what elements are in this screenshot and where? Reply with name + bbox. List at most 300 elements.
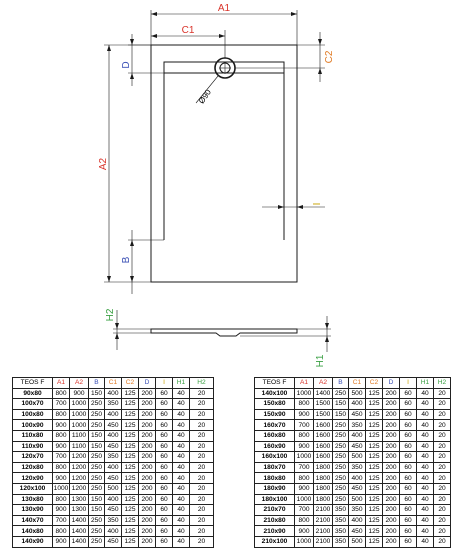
value-cell: 200	[139, 526, 156, 537]
value-cell: 20	[434, 494, 451, 505]
value-cell: 250	[333, 473, 349, 484]
column-header: A1	[53, 378, 70, 389]
value-cell: 800	[53, 462, 70, 473]
value-cell: 1800	[314, 483, 333, 494]
value-cell: 900	[53, 441, 70, 452]
column-header: H1	[173, 378, 190, 389]
value-cell: 40	[173, 505, 190, 516]
label-phi: Ø90	[196, 87, 213, 106]
table-row	[13, 430, 214, 441]
value-cell: 450	[349, 441, 366, 452]
table-row	[13, 505, 214, 516]
value-cell: 1000	[295, 494, 314, 505]
value-cell: 125	[366, 399, 383, 410]
value-cell: 400	[349, 473, 366, 484]
column-header: TEOS F	[255, 378, 295, 389]
value-cell: 60	[400, 473, 417, 484]
model-cell: 120x90	[13, 473, 53, 484]
value-cell: 60	[156, 515, 173, 526]
value-cell: 250	[89, 399, 105, 410]
value-cell: 60	[156, 441, 173, 452]
value-cell: 20	[434, 452, 451, 463]
value-cell: 200	[139, 409, 156, 420]
value-cell: 1000	[70, 409, 89, 420]
value-cell: 200	[383, 420, 400, 431]
value-cell: 150	[89, 505, 105, 516]
h1-arrow-top	[325, 323, 329, 329]
value-cell: 125	[366, 526, 383, 537]
label-h1: H1	[315, 354, 326, 368]
value-cell: 900	[53, 473, 70, 484]
value-cell: 125	[366, 494, 383, 505]
value-cell: 40	[417, 515, 434, 526]
value-cell: 900	[53, 420, 70, 431]
value-cell: 40	[417, 441, 434, 452]
value-cell: 20	[190, 430, 214, 441]
value-cell: 200	[139, 473, 156, 484]
value-cell: 2100	[314, 526, 333, 537]
value-cell: 125	[122, 441, 139, 452]
model-cell: 180x70	[255, 462, 295, 473]
value-cell: 1000	[295, 452, 314, 463]
value-cell: 20	[190, 494, 214, 505]
value-cell: 60	[156, 409, 173, 420]
table-row	[13, 515, 214, 526]
value-cell: 60	[400, 399, 417, 410]
value-cell: 20	[190, 420, 214, 431]
value-cell: 125	[122, 494, 139, 505]
value-cell: 450	[349, 483, 366, 494]
model-cell: 210x80	[255, 515, 295, 526]
value-cell: 60	[400, 409, 417, 420]
value-cell: 150	[89, 494, 105, 505]
model-cell: 110x80	[13, 430, 53, 441]
value-cell: 60	[400, 494, 417, 505]
i-arrow-left	[278, 205, 284, 209]
value-cell: 800	[53, 409, 70, 420]
value-cell: 200	[383, 515, 400, 526]
value-cell: 60	[400, 452, 417, 463]
c2-arrow-bottom	[318, 68, 322, 74]
value-cell: 1200	[70, 452, 89, 463]
value-cell: 200	[139, 515, 156, 526]
value-cell: 20	[434, 515, 451, 526]
value-cell: 60	[156, 473, 173, 484]
value-cell: 125	[122, 526, 139, 537]
value-cell: 20	[190, 399, 214, 410]
value-cell: 800	[53, 388, 70, 399]
model-cell: 100x80	[13, 409, 53, 420]
column-header: C2	[122, 378, 139, 389]
table-row	[255, 462, 451, 473]
value-cell: 500	[349, 536, 366, 547]
value-cell: 40	[173, 473, 190, 484]
value-cell: 125	[122, 399, 139, 410]
value-cell: 450	[105, 536, 122, 547]
value-cell: 60	[400, 441, 417, 452]
table-row	[255, 399, 451, 410]
b-arrow-top	[130, 240, 134, 246]
value-cell: 125	[366, 515, 383, 526]
value-cell: 20	[434, 409, 451, 420]
value-cell: 700	[53, 452, 70, 463]
value-cell: 800	[295, 473, 314, 484]
value-cell: 20	[434, 462, 451, 473]
model-cell: 140x100	[255, 388, 295, 399]
value-cell: 60	[156, 452, 173, 463]
value-cell: 350	[349, 505, 366, 516]
value-cell: 200	[383, 409, 400, 420]
value-cell: 250	[89, 420, 105, 431]
i-arrow-right	[297, 205, 303, 209]
label-d: D	[121, 61, 132, 69]
value-cell: 400	[349, 430, 366, 441]
a2-arrow-top	[107, 45, 111, 51]
table-row	[255, 441, 451, 452]
value-cell: 1100	[70, 441, 89, 452]
column-header: A1	[295, 378, 314, 389]
table-row	[255, 494, 451, 505]
value-cell: 125	[366, 420, 383, 431]
value-cell: 40	[417, 536, 434, 547]
d-arrow-top	[130, 39, 134, 45]
value-cell: 800	[295, 399, 314, 410]
value-cell: 200	[383, 462, 400, 473]
value-cell: 40	[417, 452, 434, 463]
value-cell: 125	[366, 441, 383, 452]
value-cell: 800	[53, 494, 70, 505]
column-header: A2	[314, 378, 333, 389]
value-cell: 250	[333, 388, 349, 399]
value-cell: 200	[383, 441, 400, 452]
table-row	[13, 483, 214, 494]
model-cell: 110x90	[13, 441, 53, 452]
value-cell: 400	[105, 526, 122, 537]
value-cell: 250	[333, 430, 349, 441]
value-cell: 200	[383, 388, 400, 399]
value-cell: 125	[122, 462, 139, 473]
value-cell: 400	[105, 430, 122, 441]
value-cell: 40	[417, 483, 434, 494]
table-header-row	[255, 378, 451, 389]
c1-arrow-left	[151, 34, 157, 38]
value-cell: 1400	[314, 388, 333, 399]
model-cell: 160x90	[255, 441, 295, 452]
value-cell: 200	[383, 452, 400, 463]
value-cell: 40	[417, 526, 434, 537]
value-cell: 400	[349, 399, 366, 410]
value-cell: 900	[295, 483, 314, 494]
value-cell: 400	[105, 409, 122, 420]
value-cell: 450	[349, 526, 366, 537]
table-row	[13, 388, 214, 399]
tray-profile	[151, 329, 297, 336]
value-cell: 1300	[70, 505, 89, 516]
model-cell: 140x70	[13, 515, 53, 526]
column-header: H1	[417, 378, 434, 389]
value-cell: 200	[139, 441, 156, 452]
value-cell: 60	[400, 462, 417, 473]
value-cell: 200	[383, 494, 400, 505]
model-cell: 150x90	[255, 409, 295, 420]
a2-arrow-bottom	[107, 276, 111, 282]
column-header: A2	[70, 378, 89, 389]
value-cell: 350	[349, 420, 366, 431]
model-cell: 100x90	[13, 420, 53, 431]
value-cell: 125	[122, 409, 139, 420]
value-cell: 125	[366, 452, 383, 463]
value-cell: 350	[105, 399, 122, 410]
value-cell: 200	[139, 462, 156, 473]
value-cell: 900	[295, 409, 314, 420]
value-cell: 60	[156, 505, 173, 516]
model-cell: 120x70	[13, 452, 53, 463]
value-cell: 250	[333, 420, 349, 431]
table-row	[255, 473, 451, 484]
dimensions-table-left	[12, 377, 214, 548]
value-cell: 150	[333, 399, 349, 410]
value-cell: 60	[400, 505, 417, 516]
value-cell: 20	[434, 399, 451, 410]
column-header: I	[156, 378, 173, 389]
value-cell: 60	[400, 515, 417, 526]
column-header: TEOS F	[13, 378, 53, 389]
value-cell: 1000	[70, 399, 89, 410]
value-cell: 2100	[314, 505, 333, 516]
value-cell: 20	[434, 536, 451, 547]
value-cell: 2100	[314, 536, 333, 547]
value-cell: 40	[417, 420, 434, 431]
value-cell: 40	[173, 526, 190, 537]
value-cell: 40	[173, 399, 190, 410]
value-cell: 60	[156, 494, 173, 505]
value-cell: 400	[105, 388, 122, 399]
value-cell: 200	[139, 536, 156, 547]
column-header: C1	[105, 378, 122, 389]
table-row	[13, 420, 214, 431]
label-a2: A2	[98, 157, 109, 171]
dimensions-table-right	[254, 377, 451, 548]
model-cell: 130x90	[13, 505, 53, 516]
value-cell: 200	[383, 526, 400, 537]
value-cell: 500	[105, 483, 122, 494]
value-cell: 2100	[314, 515, 333, 526]
value-cell: 40	[417, 494, 434, 505]
value-cell: 700	[295, 420, 314, 431]
column-header: H2	[434, 378, 451, 389]
value-cell: 125	[122, 483, 139, 494]
table-row	[13, 452, 214, 463]
value-cell: 1600	[314, 420, 333, 431]
column-header: C2	[366, 378, 383, 389]
table-row	[255, 536, 451, 547]
model-cell: 160x100	[255, 452, 295, 463]
value-cell: 125	[366, 536, 383, 547]
value-cell: 250	[89, 536, 105, 547]
value-cell: 20	[190, 505, 214, 516]
value-cell: 700	[295, 505, 314, 516]
value-cell: 200	[383, 473, 400, 484]
value-cell: 20	[434, 483, 451, 494]
label-a1: A1	[217, 3, 231, 14]
value-cell: 350	[333, 515, 349, 526]
value-cell: 250	[333, 494, 349, 505]
value-cell: 450	[105, 420, 122, 431]
value-cell: 800	[295, 430, 314, 441]
column-header: B	[89, 378, 105, 389]
value-cell: 900	[53, 536, 70, 547]
table-row	[255, 483, 451, 494]
value-cell: 1300	[70, 494, 89, 505]
value-cell: 40	[173, 483, 190, 494]
value-cell: 40	[173, 441, 190, 452]
label-b: B	[121, 256, 132, 264]
value-cell: 40	[417, 473, 434, 484]
value-cell: 200	[139, 494, 156, 505]
value-cell: 20	[190, 409, 214, 420]
value-cell: 250	[89, 473, 105, 484]
c1-arrow-right	[219, 34, 225, 38]
c2-arrow-top	[318, 39, 322, 45]
column-header: I	[400, 378, 417, 389]
value-cell: 40	[417, 409, 434, 420]
value-cell: 40	[173, 536, 190, 547]
label-i: I	[312, 202, 323, 206]
value-cell: 350	[333, 526, 349, 537]
value-cell: 250	[333, 462, 349, 473]
table-row	[255, 526, 451, 537]
label-c1: C1	[181, 25, 195, 36]
table-header-row	[13, 378, 214, 389]
value-cell: 60	[400, 526, 417, 537]
value-cell: 60	[156, 526, 173, 537]
value-cell: 60	[400, 483, 417, 494]
value-cell: 700	[295, 462, 314, 473]
tray-outline	[151, 45, 297, 282]
column-header: D	[139, 378, 156, 389]
value-cell: 250	[333, 483, 349, 494]
h2-arrow-top	[115, 323, 119, 329]
h2-arrow-bottom	[115, 333, 119, 339]
value-cell: 1800	[314, 462, 333, 473]
value-cell: 20	[434, 473, 451, 484]
value-cell: 20	[190, 483, 214, 494]
value-cell: 1000	[295, 388, 314, 399]
value-cell: 500	[349, 452, 366, 463]
value-cell: 150	[333, 409, 349, 420]
label-c2: C2	[324, 50, 335, 64]
value-cell: 1500	[314, 409, 333, 420]
value-cell: 60	[400, 420, 417, 431]
value-cell: 350	[333, 505, 349, 516]
value-cell: 450	[105, 441, 122, 452]
value-cell: 500	[349, 494, 366, 505]
value-cell: 60	[156, 483, 173, 494]
model-cell: 210x90	[255, 526, 295, 537]
value-cell: 1600	[314, 452, 333, 463]
table-row	[13, 462, 214, 473]
value-cell: 900	[295, 526, 314, 537]
value-cell: 150	[89, 388, 105, 399]
value-cell: 125	[366, 430, 383, 441]
value-cell: 40	[417, 505, 434, 516]
value-cell: 200	[139, 430, 156, 441]
value-cell: 800	[295, 515, 314, 526]
value-cell: 250	[333, 452, 349, 463]
value-cell: 200	[383, 483, 400, 494]
value-cell: 20	[434, 420, 451, 431]
value-cell: 40	[173, 388, 190, 399]
value-cell: 250	[89, 483, 105, 494]
model-cell: 150x80	[255, 399, 295, 410]
value-cell: 1800	[314, 473, 333, 484]
value-cell: 250	[89, 452, 105, 463]
value-cell: 200	[383, 536, 400, 547]
value-cell: 200	[139, 420, 156, 431]
value-cell: 20	[190, 515, 214, 526]
value-cell: 800	[53, 430, 70, 441]
value-cell: 60	[156, 536, 173, 547]
model-cell: 120x80	[13, 462, 53, 473]
table-row	[13, 399, 214, 410]
table-row	[13, 526, 214, 537]
value-cell: 40	[173, 409, 190, 420]
value-cell: 1400	[70, 515, 89, 526]
model-cell: 100x70	[13, 399, 53, 410]
value-cell: 500	[349, 388, 366, 399]
value-cell: 200	[139, 452, 156, 463]
value-cell: 1600	[314, 430, 333, 441]
table-row	[255, 430, 451, 441]
value-cell: 60	[156, 399, 173, 410]
value-cell: 800	[53, 526, 70, 537]
value-cell: 60	[156, 462, 173, 473]
value-cell: 125	[366, 462, 383, 473]
h1-arrow-bottom	[325, 336, 329, 342]
table-row	[13, 536, 214, 547]
table-row	[255, 452, 451, 463]
value-cell: 700	[53, 399, 70, 410]
value-cell: 1200	[70, 483, 89, 494]
column-header: B	[333, 378, 349, 389]
value-cell: 250	[333, 441, 349, 452]
value-cell: 20	[434, 430, 451, 441]
value-cell: 125	[366, 409, 383, 420]
value-cell: 125	[122, 515, 139, 526]
column-header: D	[383, 378, 400, 389]
model-cell: 210x100	[255, 536, 295, 547]
label-h2: H2	[105, 308, 116, 322]
value-cell: 60	[400, 388, 417, 399]
column-header: C1	[349, 378, 366, 389]
value-cell: 350	[349, 462, 366, 473]
value-cell: 40	[417, 388, 434, 399]
value-cell: 20	[190, 452, 214, 463]
value-cell: 125	[122, 430, 139, 441]
value-cell: 200	[139, 483, 156, 494]
value-cell: 20	[190, 526, 214, 537]
value-cell: 900	[70, 388, 89, 399]
value-cell: 40	[173, 515, 190, 526]
value-cell: 40	[417, 462, 434, 473]
value-cell: 450	[105, 473, 122, 484]
column-header: H2	[190, 378, 214, 389]
d-arrow-bottom	[130, 73, 134, 79]
model-cell: 160x80	[255, 430, 295, 441]
value-cell: 200	[383, 430, 400, 441]
value-cell: 400	[349, 515, 366, 526]
a1-arrow-left	[151, 12, 157, 16]
